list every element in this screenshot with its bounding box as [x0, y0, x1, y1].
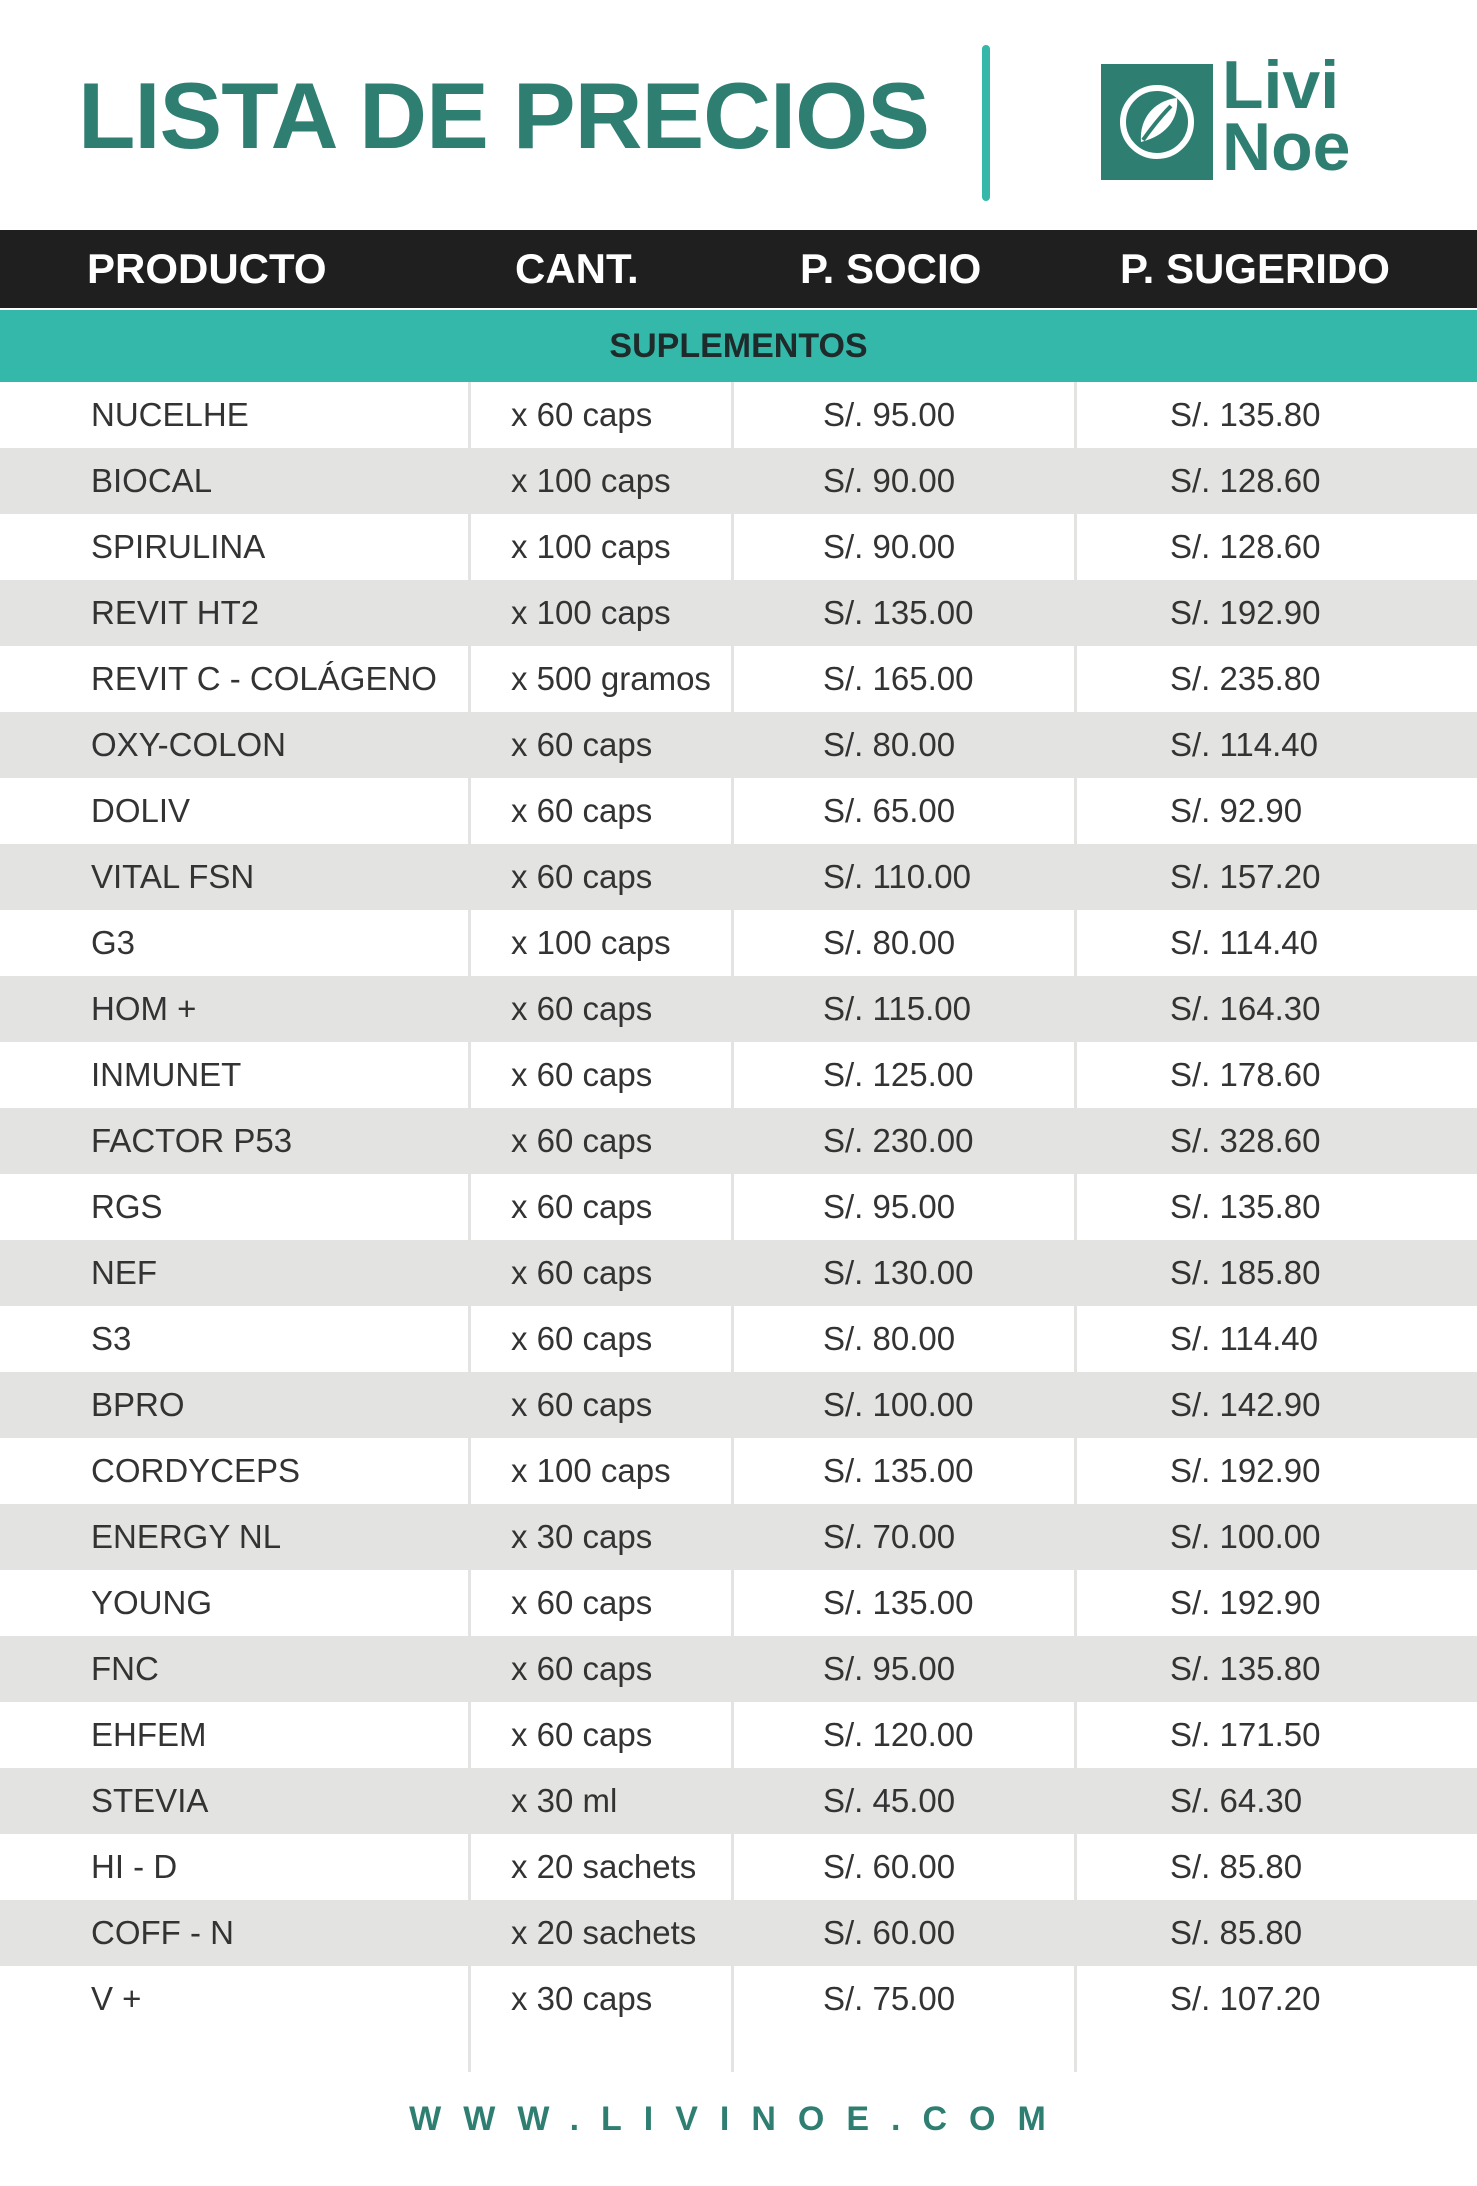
partner-price-cell: S/. 60.00 [823, 1914, 956, 1951]
table-row [0, 1438, 1477, 1504]
table-row [0, 1504, 1477, 1570]
quantity-cell: x 60 caps [511, 990, 653, 1027]
partner-price-cell: S/. 95.00 [823, 1650, 956, 1687]
suggested-price-cell: S/. 107.20 [1170, 1980, 1321, 2017]
product-cell: NUCELHE [91, 396, 249, 433]
quantity-cell: x 60 caps [511, 1386, 653, 1423]
quantity-cell: x 500 gramos [511, 660, 711, 697]
partner-price-cell: S/. 100.00 [823, 1386, 974, 1423]
product-cell: STEVIA [91, 1782, 209, 1819]
logo-line-1: Livi [1222, 47, 1340, 123]
product-cell: HI - D [91, 1848, 178, 1885]
table-row [0, 580, 1477, 646]
column-suggested-price: P. SUGERIDO [1120, 245, 1390, 292]
table-row [0, 1966, 1477, 2032]
product-cell: V + [91, 1980, 142, 2017]
column-divider [468, 382, 471, 2072]
product-cell: BPRO [91, 1386, 185, 1423]
quantity-cell: x 60 caps [511, 1650, 653, 1687]
suggested-price-cell: S/. 192.90 [1170, 594, 1321, 631]
page-header [0, 0, 1477, 230]
partner-price-cell: S/. 120.00 [823, 1716, 974, 1753]
suggested-price-cell: S/. 100.00 [1170, 1518, 1321, 1555]
quantity-cell: x 100 caps [511, 462, 671, 499]
partner-price-cell: S/. 230.00 [823, 1122, 974, 1159]
partner-price-cell: S/. 95.00 [823, 396, 956, 433]
product-cell: SPIRULINA [91, 528, 266, 565]
column-divider [731, 382, 734, 2072]
product-cell: VITAL FSN [91, 858, 255, 895]
suggested-price-cell: S/. 114.40 [1170, 726, 1319, 763]
table-row [0, 1900, 1477, 1966]
suggested-price-cell: S/. 135.80 [1170, 1650, 1321, 1687]
partner-price-cell: S/. 125.00 [823, 1056, 974, 1093]
product-cell: OXY-COLON [91, 726, 287, 763]
quantity-cell: x 60 caps [511, 396, 653, 433]
suggested-price-cell: S/. 64.30 [1170, 1782, 1303, 1819]
partner-price-cell: S/. 70.00 [823, 1518, 956, 1555]
partner-price-cell: S/. 135.00 [823, 1584, 974, 1621]
product-cell: EHFEM [91, 1716, 207, 1753]
logo-line-2: Noe [1222, 109, 1351, 185]
table-row [0, 1768, 1477, 1834]
product-cell: BIOCAL [91, 462, 213, 499]
product-cell: S3 [91, 1320, 132, 1357]
brand-logo [1222, 47, 1351, 185]
table-row [0, 976, 1477, 1042]
product-cell: CORDYCEPS [91, 1452, 301, 1489]
quantity-cell: x 100 caps [511, 528, 671, 565]
suggested-price-cell: S/. 328.60 [1170, 1122, 1321, 1159]
product-cell: REVIT HT2 [91, 594, 260, 631]
table-row [0, 1570, 1477, 1636]
quantity-cell: x 30 ml [511, 1782, 618, 1819]
quantity-cell: x 60 caps [511, 1056, 653, 1093]
suggested-price-cell: S/. 164.30 [1170, 990, 1321, 1027]
quantity-cell: x 100 caps [511, 594, 671, 631]
partner-price-cell: S/. 95.00 [823, 1188, 956, 1225]
product-cell: REVIT C - COLÁGENO [91, 660, 437, 697]
product-cell: NEF [91, 1254, 157, 1291]
product-cell: DOLIV [91, 792, 191, 829]
quantity-cell: x 60 caps [511, 1254, 653, 1291]
suggested-price-cell: S/. 135.80 [1170, 396, 1321, 433]
suggested-price-cell: S/. 128.60 [1170, 528, 1321, 565]
quantity-cell: x 100 caps [511, 1452, 671, 1489]
quantity-cell: x 60 caps [511, 1122, 653, 1159]
table-row [0, 514, 1477, 580]
table-row [0, 1042, 1477, 1108]
product-cell: INMUNET [91, 1056, 242, 1093]
table-row [0, 382, 1477, 448]
suggested-price-cell: S/. 85.80 [1170, 1914, 1303, 1951]
table-row [0, 1372, 1477, 1438]
product-cell: RGS [91, 1188, 163, 1225]
table-row [0, 844, 1477, 910]
product-cell: ENERGY NL [91, 1518, 282, 1555]
leaf-icon [1101, 64, 1213, 180]
suggested-price-cell: S/. 178.60 [1170, 1056, 1321, 1093]
table-row [0, 448, 1477, 514]
column-product: PRODUCTO [87, 245, 327, 292]
section-title: SUPLEMENTOS [609, 327, 868, 365]
partner-price-cell: S/. 80.00 [823, 924, 956, 961]
quantity-cell: x 60 caps [511, 858, 653, 895]
product-cell: FNC [91, 1650, 159, 1687]
partner-price-cell: S/. 60.00 [823, 1848, 956, 1885]
suggested-price-cell: S/. 128.60 [1170, 462, 1321, 499]
table-row [0, 1306, 1477, 1372]
suggested-price-cell: S/. 157.20 [1170, 858, 1321, 895]
column-partner-price: P. SOCIO [800, 245, 982, 292]
quantity-cell: x 20 sachets [511, 1848, 697, 1885]
quantity-cell: x 60 caps [511, 1188, 653, 1225]
table-row [0, 910, 1477, 976]
table-row [0, 1702, 1477, 1768]
quantity-cell: x 30 caps [511, 1980, 653, 2017]
partner-price-cell: S/. 165.00 [823, 660, 974, 697]
table-row [0, 778, 1477, 844]
table-header [0, 230, 1477, 308]
partner-price-cell: S/. 65.00 [823, 792, 956, 829]
quantity-cell: x 60 caps [511, 1320, 653, 1357]
header-divider [982, 45, 990, 201]
quantity-cell: x 20 sachets [511, 1914, 697, 1951]
partner-price-cell: S/. 115.00 [823, 990, 972, 1027]
partner-price-cell: S/. 75.00 [823, 1980, 956, 2017]
suggested-price-cell: S/. 185.80 [1170, 1254, 1321, 1291]
partner-price-cell: S/. 45.00 [823, 1782, 956, 1819]
partner-price-cell: S/. 135.00 [823, 594, 974, 631]
product-cell: G3 [91, 924, 136, 961]
column-divider [1074, 382, 1077, 2072]
partner-price-cell: S/. 90.00 [823, 528, 956, 565]
suggested-price-cell: S/. 235.80 [1170, 660, 1321, 697]
partner-price-cell: S/. 110.00 [823, 858, 972, 895]
quantity-cell: x 60 caps [511, 792, 653, 829]
page-title: LISTA DE PRECIOS [78, 63, 929, 168]
quantity-cell: x 30 caps [511, 1518, 653, 1555]
suggested-price-cell: S/. 85.80 [1170, 1848, 1303, 1885]
quantity-cell: x 60 caps [511, 1716, 653, 1753]
suggested-price-cell: S/. 142.90 [1170, 1386, 1321, 1423]
quantity-cell: x 100 caps [511, 924, 671, 961]
suggested-price-cell: S/. 92.90 [1170, 792, 1303, 829]
suggested-price-cell: S/. 171.50 [1170, 1716, 1321, 1753]
website-footer: WWW.LIVINOE.COM [409, 2100, 1068, 2138]
price-table [0, 382, 1477, 2032]
product-cell: YOUNG [91, 1584, 213, 1621]
product-cell: FACTOR P53 [91, 1122, 293, 1159]
section-header [0, 310, 1477, 382]
suggested-price-cell: S/. 135.80 [1170, 1188, 1321, 1225]
suggested-price-cell: S/. 192.90 [1170, 1584, 1321, 1621]
product-cell: COFF - N [91, 1914, 234, 1951]
partner-price-cell: S/. 130.00 [823, 1254, 974, 1291]
partner-price-cell: S/. 80.00 [823, 726, 956, 763]
suggested-price-cell: S/. 114.40 [1170, 1320, 1319, 1357]
partner-price-cell: S/. 135.00 [823, 1452, 974, 1489]
table-row [0, 712, 1477, 778]
quantity-cell: x 60 caps [511, 726, 653, 763]
suggested-price-cell: S/. 114.40 [1170, 924, 1319, 961]
product-cell: HOM + [91, 990, 197, 1027]
suggested-price-cell: S/. 192.90 [1170, 1452, 1321, 1489]
quantity-cell: x 60 caps [511, 1584, 653, 1621]
table-row [0, 1240, 1477, 1306]
table-row [0, 1174, 1477, 1240]
column-quantity: CANT. [515, 245, 639, 292]
table-row [0, 1108, 1477, 1174]
table-row [0, 1636, 1477, 1702]
table-row [0, 1834, 1477, 1900]
partner-price-cell: S/. 90.00 [823, 462, 956, 499]
table-row [0, 646, 1477, 712]
partner-price-cell: S/. 80.00 [823, 1320, 956, 1357]
